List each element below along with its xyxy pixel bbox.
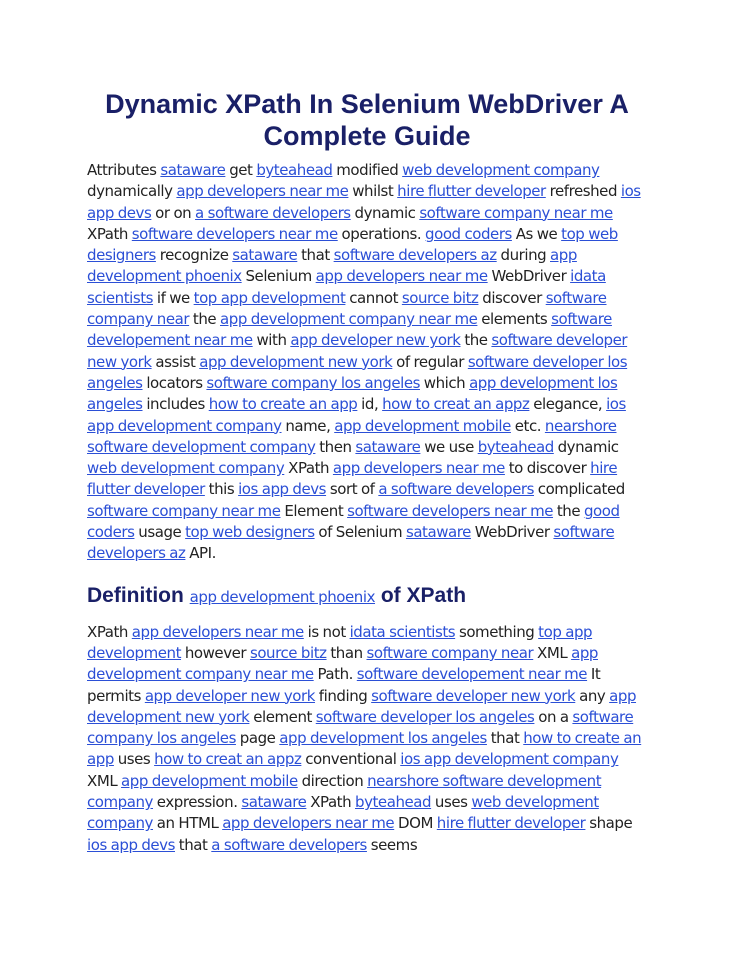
inline-link[interactable]: source bitz (249, 643, 327, 662)
text-run: direction (297, 771, 368, 790)
text-run: than (326, 643, 367, 662)
text-run: XML (533, 643, 572, 662)
text-run: if we (153, 288, 194, 307)
text-run: of regular (392, 352, 468, 371)
inline-link[interactable]: ios app devs (87, 835, 175, 854)
text-run: XPath (306, 793, 355, 812)
inline-link[interactable]: software developers near me (347, 501, 554, 520)
text-run: dynamic (350, 203, 420, 222)
inline-link[interactable]: software developer los angeles (87, 352, 628, 392)
text-run: or on (151, 203, 196, 222)
text-run: recognize (155, 246, 233, 265)
inline-link[interactable]: app development phoenix (87, 246, 577, 286)
definition-paragraph (87, 622, 647, 856)
inline-link[interactable]: top app development (87, 622, 593, 662)
inline-link[interactable]: ios app devs (87, 182, 641, 222)
text-run: conventional (301, 750, 401, 769)
text-run: however (181, 643, 250, 662)
text-run: usage (134, 523, 186, 542)
text-run: refreshed (545, 182, 621, 201)
inline-link[interactable]: app development mobile (121, 771, 298, 790)
inline-link[interactable]: app development los angeles (87, 373, 618, 414)
inline-link[interactable]: idata scientists (87, 267, 606, 307)
text-run: id, (357, 395, 383, 414)
text-run: Path. (313, 665, 357, 684)
text-run: during (496, 246, 551, 265)
inline-link[interactable]: ios app development company (87, 395, 626, 435)
text-run: uses (431, 793, 472, 812)
inline-link[interactable]: top app development (193, 288, 346, 307)
inline-link[interactable]: app developers near me (131, 622, 304, 641)
inline-link[interactable]: source bitz (401, 288, 479, 307)
inline-link[interactable]: a software developers (195, 203, 351, 222)
definition-heading-prefix: Definition (87, 583, 190, 607)
inline-link[interactable]: idata scientists (349, 622, 456, 641)
inline-link[interactable]: web development company (87, 793, 599, 833)
inline-link[interactable]: software developers az (333, 246, 497, 265)
text-run: that (297, 246, 334, 265)
text-run: Selenium (241, 267, 316, 286)
inline-link[interactable]: app development mobile (334, 416, 511, 435)
text-run: page (235, 729, 280, 748)
inline-link[interactable]: byteahead (477, 437, 554, 456)
inline-link[interactable]: nearshore software development company (87, 416, 617, 456)
text-run: we use (420, 437, 478, 456)
text-run: with (252, 331, 291, 350)
inline-link[interactable]: how to creat an appz (154, 750, 302, 769)
inline-link[interactable]: software company near (366, 643, 534, 662)
text-run: seems (366, 835, 418, 854)
text-run: of Selenium (314, 523, 406, 542)
text-run: locators (142, 373, 207, 392)
inline-link[interactable]: how to creat an appz (382, 395, 530, 414)
text-run: uses (113, 750, 155, 769)
inline-link[interactable]: app developers near me (222, 814, 395, 833)
text-run: WebDriver (470, 523, 554, 542)
document-page (87, 88, 647, 856)
inline-link[interactable]: a software developers (211, 835, 367, 854)
inline-link[interactable]: web development company (87, 459, 285, 478)
text-run: which (419, 373, 470, 392)
inline-link[interactable]: top web designers (185, 523, 315, 542)
inline-link[interactable]: app developer new york (144, 686, 315, 705)
inline-link[interactable]: ios app devs (238, 480, 327, 499)
definition-heading (87, 583, 647, 610)
inline-link[interactable]: how to create an app (208, 395, 358, 414)
text-run: discover (478, 288, 546, 307)
text-run: assist (151, 352, 200, 371)
text-run: expression. (152, 793, 242, 812)
text-run: dynamically (87, 182, 177, 201)
inline-link[interactable]: software company los angeles (206, 373, 420, 392)
inline-link[interactable]: software developers near me (131, 224, 338, 243)
inline-link[interactable]: software developer new york (87, 331, 628, 371)
inline-link[interactable]: app developers near me (176, 182, 349, 201)
inline-link[interactable]: software company near me (419, 203, 613, 222)
inline-link[interactable]: ios app development company (400, 750, 619, 769)
inline-link[interactable]: software developer new york (371, 686, 576, 705)
text-run: API. (185, 544, 216, 563)
text-run: this (204, 480, 239, 499)
text-run: any (575, 686, 610, 705)
text-run: includes (142, 395, 209, 414)
text-run: finding (314, 686, 372, 705)
inline-link[interactable]: software developer los angeles (315, 707, 535, 726)
inline-link[interactable]: top web designers (87, 224, 618, 265)
text-run: modified (332, 161, 403, 179)
inline-link[interactable]: app development company near me (220, 310, 478, 329)
text-run: dynamic (553, 437, 619, 456)
text-run: cannot (345, 288, 402, 307)
definition-heading-suffix: of XPath (375, 583, 467, 607)
text-run: that (486, 729, 524, 748)
inline-link[interactable]: sataware (160, 161, 226, 179)
inline-link[interactable]: software company near me (87, 501, 281, 520)
inline-link[interactable]: software company near (87, 288, 607, 329)
text-run: XML (87, 771, 122, 790)
text-run: that (174, 835, 212, 854)
intro-paragraph (87, 160, 647, 565)
text-run: complicated (533, 480, 625, 499)
inline-link[interactable]: good coders (425, 224, 512, 243)
text-run: the (553, 501, 584, 520)
inline-link[interactable]: software developement near me (356, 665, 588, 684)
inline-link[interactable]: app development new york (199, 352, 393, 371)
inline-link[interactable]: app developers near me (315, 267, 488, 286)
text-run: As we (511, 224, 562, 243)
inline-link[interactable]: software developers az (87, 523, 615, 563)
inline-link[interactable]: software company los angeles (87, 707, 634, 748)
inline-link[interactable]: sataware (241, 793, 307, 812)
inline-link[interactable]: sataware (405, 523, 471, 542)
text-run: to discover (504, 459, 591, 478)
text-run: name, (281, 416, 335, 435)
text-run: sort of (326, 480, 379, 499)
inline-link[interactable]: app development new york (87, 686, 637, 726)
text-run: the (460, 331, 492, 350)
inline-link[interactable]: a software developers (378, 480, 534, 499)
text-run: then (315, 437, 356, 456)
inline-link[interactable]: nearshore software development company (87, 771, 602, 812)
text-run: XPath (284, 459, 333, 478)
inline-link[interactable]: app developers near me (332, 459, 505, 478)
text-run: operations. (337, 224, 426, 243)
inline-link[interactable]: sataware (355, 437, 421, 456)
text-run: something (455, 622, 539, 641)
text-run: XPath (87, 622, 132, 641)
inline-link[interactable]: byteahead (256, 161, 333, 179)
text-run: elements (477, 310, 552, 329)
text-run: the (189, 310, 221, 329)
inline-link[interactable]: sataware (232, 246, 298, 265)
inline-link[interactable]: hire flutter developer (87, 459, 618, 499)
text-run: WebDriver (487, 267, 571, 286)
text-run: whilst (348, 182, 398, 201)
inline-link[interactable]: software developement near me (87, 310, 612, 350)
inline-link[interactable]: hire flutter developer (436, 814, 586, 833)
text-run: is not (303, 622, 350, 641)
inline-link[interactable]: app development company near me (87, 643, 598, 684)
text-run: elegance, (529, 395, 607, 414)
inline-link[interactable]: app development los angeles (279, 729, 487, 748)
text-run: It permits (87, 665, 601, 705)
inline-link[interactable]: how to create an app (87, 729, 642, 769)
text-run: Element (280, 501, 348, 520)
text-run: etc. (510, 416, 545, 435)
text-run: element (249, 707, 316, 726)
inline-link[interactable]: hire flutter developer (397, 182, 546, 201)
inline-link[interactable]: byteahead (355, 793, 432, 812)
text-run: get (225, 161, 257, 179)
text-run: DOM (394, 814, 437, 833)
inline-link[interactable]: app developer new york (290, 331, 461, 350)
inline-link[interactable]: web development company (402, 161, 600, 179)
page-title: Dynamic XPath In Selenium WebDriver A Complete Guide (105, 89, 629, 151)
text-run: Attributes (87, 161, 161, 179)
text-run: on a (534, 707, 573, 726)
definition-heading-link[interactable]: app development phoenix (189, 587, 376, 606)
inline-link[interactable]: good coders (87, 501, 620, 542)
text-run: shape (585, 814, 633, 833)
text-run: an HTML (152, 814, 223, 833)
text-run: XPath (87, 224, 132, 243)
